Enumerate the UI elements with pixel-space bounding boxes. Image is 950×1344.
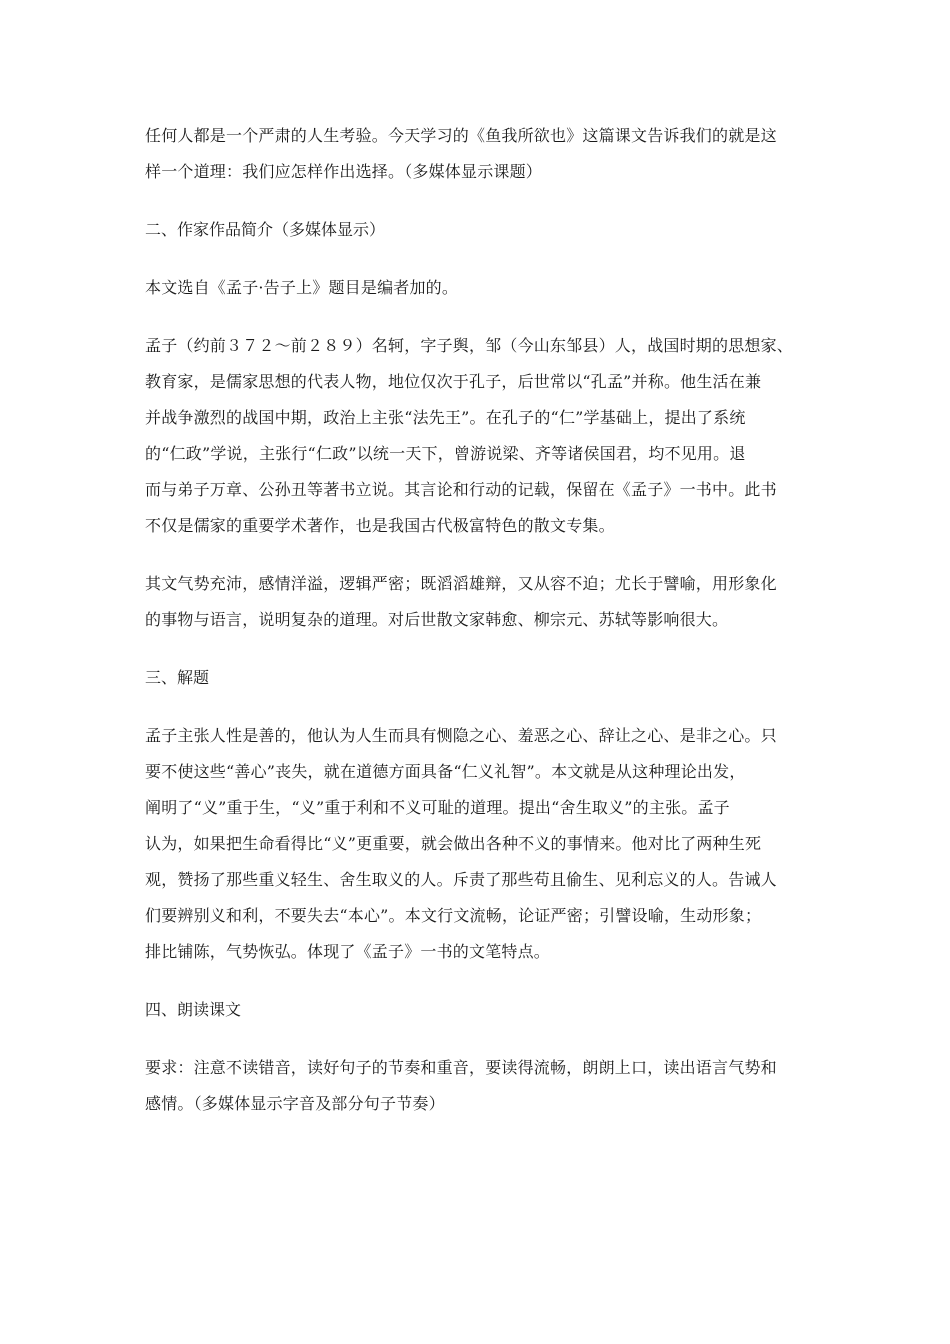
document-page [145, 118, 810, 1122]
text-line: 排比铺陈，气势恢弘。体现了《孟子》一书的文笔特点。 [145, 942, 551, 961]
source-paragraph [145, 270, 810, 306]
text-line: 其文气势充沛，感情洋溢，逻辑严密；既滔滔雄辩，又从容不迫；尤长于譬喻，用形象化 [145, 574, 777, 593]
text-line: 教育家，是儒家思想的代表人物，地位仅次于孔子，后世常以“孔孟”并称。他生活在兼 [145, 372, 762, 391]
text-line: 任何人都是一个严肃的人生考验。今天学习的《鱼我所欲也》这篇课文告诉我们的就是这 [145, 126, 777, 145]
reading-requirements-paragraph [145, 1050, 810, 1122]
explanation-paragraph [145, 718, 810, 970]
text-line: 要求：注意不读错音，读好句子的节奏和重音，要读得流畅，朗朗上口，读出语言气势和 [145, 1058, 777, 1077]
text-line: 的“仁政”学说，主张行“仁政”以统一天下，曾游说梁、齐等诸侯国君，均不见用。退 [145, 444, 746, 463]
text-line: 的事物与语言，说明复杂的道理。对后世散文家韩愈、柳宗元、苏轼等影响很大。 [145, 610, 729, 629]
text-line: 感情。（多媒体显示字音及部分句子节奏） [145, 1094, 445, 1113]
biography-paragraph [145, 328, 810, 544]
style-paragraph [145, 566, 810, 638]
text-line: 而与弟子万章、公孙丑等著书立说。其言论和行动的记载，保留在《孟子》一书中。此书 [145, 480, 777, 499]
text-line: 并战争激烈的战国中期，政治上主张“法先王”。在孔子的“仁”学基础上，提出了系统 [145, 408, 746, 427]
text-line: 们要辨别义和利，不要失去“本心”。本文行文流畅，论证严密；引譬设喻，生动形象； [145, 906, 762, 925]
section-heading-explanation: 三、解题 [145, 668, 210, 687]
text-line: 孟子（约前３７２～前２８９）名轲，字子舆，邹（今山东邹县）人，战国时期的思想家、 [145, 336, 794, 355]
text-line: 孟子主张人性是善的，他认为人生而具有恻隐之心、羞恶之心、辞让之心、是非之心。只 [145, 726, 777, 745]
text-line: 要不使这些“善心”丧失，就在道德方面具备“仁义礼智”。本文就是从这种理论出发， [145, 762, 746, 781]
text-line: 观，赞扬了那些重义轻生、舍生取义的人。斥责了那些苟且偷生、见利忘义的人。告诫人 [145, 870, 777, 889]
text-line: 阐明了“义”重于生，“义”重于利和不义可耻的道理。提出“舍生取义”的主张。孟子 [145, 798, 730, 817]
section-heading-reading: 四、朗读课文 [145, 1000, 242, 1019]
text-line: 认为，如果把生命看得比“义”更重要，就会做出各种不义的事情来。他对比了两种生死 [145, 834, 762, 853]
text-line: 本文选自《孟子·告子上》题目是编者加的。 [145, 278, 459, 297]
section-heading-author: 二、作家作品简介（多媒体显示） [145, 220, 386, 239]
text-line: 不仅是儒家的重要学术著作，也是我国古代极富特色的散文专集。 [145, 516, 615, 535]
text-line: 样一个道理：我们应怎样作出选择。（多媒体显示课题） [145, 162, 543, 181]
intro-paragraph [145, 118, 810, 190]
